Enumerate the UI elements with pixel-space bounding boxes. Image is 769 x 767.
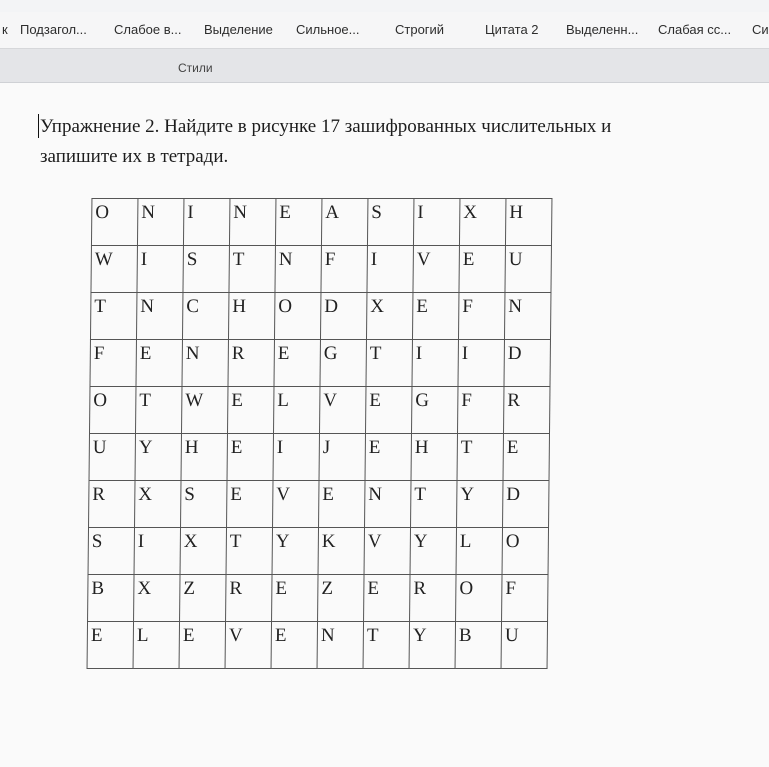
grid-cell: I [134,528,180,575]
grid-cell: E [319,481,365,528]
grid-row [91,199,551,246]
grid-cell: H [181,434,227,481]
style-item-quote-2[interactable]: Цитата 2 [485,22,539,37]
style-item-cut-off[interactable]: Си [752,22,769,37]
grid-cell: V [413,246,459,293]
grid-cell: R [226,575,272,622]
grid-cell: N [137,199,183,246]
grid-cell: Y [457,481,503,528]
grid-cell: Y [409,622,455,669]
grid-cell: L [274,387,320,434]
grid-cell: O [502,528,548,575]
grid-cell: H [411,434,457,481]
style-item-intense-quote[interactable]: Выделенн... [566,22,639,37]
exercise-text[interactable] [40,112,760,172]
grid-cell: S [183,246,229,293]
grid-cell: I [367,246,413,293]
grid-cell: Y [135,434,181,481]
grid-cell: F [458,387,504,434]
grid-cell: L [133,622,179,669]
grid-cell: T [457,434,503,481]
grid-cell: O [91,199,137,246]
grid-cell: T [366,340,412,387]
grid-cell: T [411,481,457,528]
styles-ribbon [0,12,769,49]
grid-cell: U [89,434,135,481]
grid-cell: I [273,434,319,481]
grid-cell: G [320,340,366,387]
exercise-line-1: Упражнение 2. Найдите в рисунке 17 зашифрованных числительных и [40,116,612,137]
grid-cell: S [181,481,227,528]
grid-cell: U [501,622,547,669]
grid-cell: V [273,481,319,528]
grid-cell: Z [180,575,226,622]
grid-cell: E [274,340,320,387]
grid-cell: N [136,293,182,340]
grid-cell: T [90,293,136,340]
grid-cell: F [90,340,136,387]
grid-row [90,340,550,387]
grid-cell: Y [272,528,318,575]
exercise-line-2: запишите их в тетради. [40,146,229,167]
grid-cell: E [227,481,273,528]
grid-cell: D [320,293,366,340]
grid-cell: E [228,387,274,434]
grid-cell: E [179,622,225,669]
grid-cell: E [87,622,133,669]
grid-cell: D [503,481,549,528]
grid-cell: J [319,434,365,481]
grid-cell: E [364,575,410,622]
grid-cell: E [459,246,505,293]
grid-cell: N [504,293,550,340]
style-item-subtle-reference[interactable]: Слабая сс... [658,22,732,37]
grid-cell: I [412,340,458,387]
grid-cell: T [363,622,409,669]
grid-cell: N [182,340,228,387]
grid-cell: B [88,575,134,622]
grid-cell: B [455,622,501,669]
grid-cell: H [505,199,551,246]
grid-cell: N [229,199,275,246]
grid-cell: R [89,481,135,528]
grid-cell: F [502,575,548,622]
grid-cell: E [366,387,412,434]
grid-cell: E [503,434,549,481]
grid-cell: X [366,293,412,340]
grid-row [90,293,550,340]
grid-cell: D [504,340,550,387]
style-item-subtle-emphasis[interactable]: Слабое в... [114,22,182,37]
grid-cell: V [320,387,366,434]
grid-cell: W [91,246,137,293]
ribbon-top-strip [0,0,769,12]
grid-cell: S [367,199,413,246]
style-item-emphasis[interactable]: Выделение [204,22,273,37]
grid-cell: F [321,246,367,293]
grid-cell: S [88,528,134,575]
styles-group-label: Стили [178,61,213,75]
word-search-grid [87,198,553,669]
grid-cell: N [365,481,411,528]
grid-cell: I [137,246,183,293]
grid-cell: Z [318,575,364,622]
grid-cell: T [229,246,275,293]
grid-row [91,246,551,293]
grid-row [90,387,550,434]
grid-cell: G [412,387,458,434]
grid-cell: A [321,199,367,246]
grid-cell: N [317,622,363,669]
grid-cell: U [505,246,551,293]
grid-row [88,528,548,575]
grid-cell: W [182,387,228,434]
grid-cell: R [228,340,274,387]
grid-cell: F [458,293,504,340]
grid-cell: E [136,340,182,387]
grid-cell: X [180,528,226,575]
grid-cell: T [226,528,272,575]
grid-row [87,622,547,669]
grid-cell: V [225,622,271,669]
grid-cell: R [410,575,456,622]
grid-cell: X [135,481,181,528]
grid-cell: I [183,199,229,246]
grid-cell: X [134,575,180,622]
grid-cell: I [458,340,504,387]
grid-row [89,481,549,528]
grid-cell: O [274,293,320,340]
style-item-strong[interactable]: Строгий [395,22,445,37]
grid-cell: E [271,622,317,669]
grid-cell: C [182,293,228,340]
grid-cell: X [459,199,505,246]
grid-cell: V [364,528,410,575]
grid-cell: R [504,387,550,434]
grid-cell: I [413,199,459,246]
grid-cell: K [318,528,364,575]
grid-cell: H [228,293,274,340]
grid-cell: E [275,199,321,246]
grid-cell: T [136,387,182,434]
grid-cell: O [90,387,136,434]
grid-row [88,575,548,622]
grid-cell: N [275,246,321,293]
grid-cell: Y [410,528,456,575]
styles-group-bar [0,49,769,83]
style-item-subtitle[interactable]: Подзагол... [20,22,87,37]
grid-cell: O [456,575,502,622]
grid-cell: E [365,434,411,481]
text-cursor [38,114,39,138]
grid-cell: E [272,575,318,622]
grid-row [89,434,549,481]
grid-cell: E [227,434,273,481]
grid-cell: L [456,528,502,575]
grid-cell: E [412,293,458,340]
style-item-normal[interactable]: к [2,22,8,37]
style-item-intense-emphasis[interactable]: Сильное... [296,22,360,37]
